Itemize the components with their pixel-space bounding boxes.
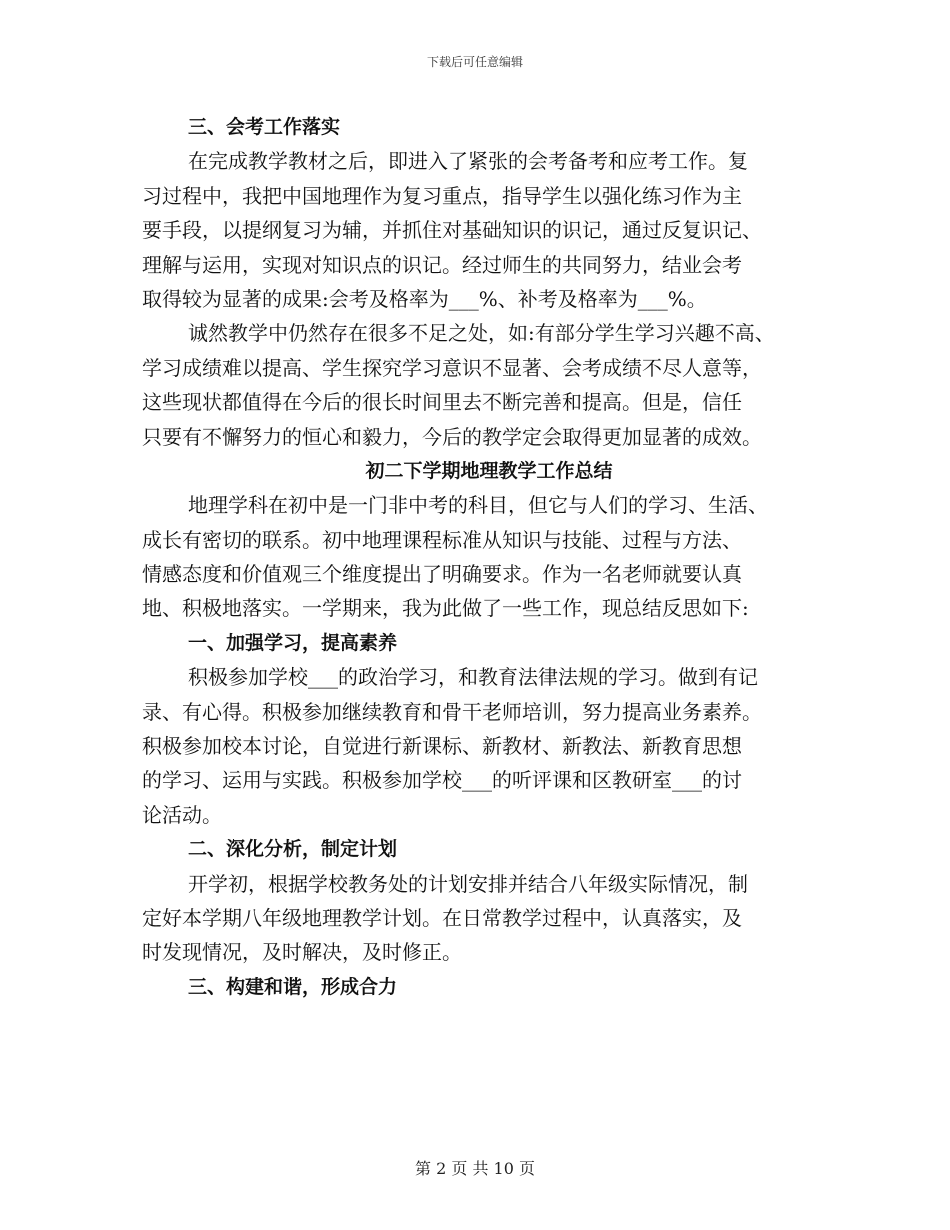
page-number: 第 2 页 共 10 页 — [415, 1159, 535, 1178]
paragraph-line: 积极参加校本讨论，自觉进行新课标、新教材、新教法、新教育思想 — [142, 734, 742, 759]
paragraph-line: 学习成绩难以提高、学生探究学习意识不显著、会考成绩不尽人意等， — [142, 355, 762, 380]
paragraph-line: 积极参加学校___的政治学习，和教育法律法规的学习。做到有记 — [188, 665, 758, 690]
paragraph-line: 录、有心得。积极参加继续教育和骨干老师培训，努力提高业务素养。 — [142, 699, 762, 724]
paragraph-line: 情感态度和价值观三个维度提出了明确要求。作为一名老师就要认真 — [142, 562, 742, 587]
paragraph-line: 理解与运用，实现对知识点的识记。经过师生的共同努力，结业会考 — [142, 252, 742, 277]
section-heading: 三、会考工作落实 — [188, 116, 341, 138]
paragraph-line: 习过程中，我把中国地理作为复习重点，指导学生以强化练习作为主 — [142, 183, 742, 208]
paragraph-line: 在完成教学教材之后，即进入了紧张的会考备考和应考工作。复 — [188, 149, 748, 174]
paragraph-line: 这些现状都值得在今后的很长时间里去不断完善和提高。但是，信任 — [142, 390, 742, 415]
paragraph-line: 定好本学期八年级地理教学计划。在日常教学过程中，认真落实，及 — [142, 905, 742, 930]
section-heading: 二、深化分析，制定计划 — [188, 838, 398, 861]
paragraph-line: 地、积极地落实。一学期来，我为此做了一些工作，现总结反思如下: — [142, 596, 749, 621]
paragraph-line: 只要有不懈努力的恒心和毅力，今后的教学定会取得更加显著的成效。 — [142, 424, 762, 449]
paragraph-line: 时发现情况，及时解决，及时修正。 — [142, 940, 462, 965]
paragraph-line: 开学初，根据学校教务处的计划安排并结合八年级实际情况，制 — [188, 871, 748, 896]
paragraph-line: 论活动。 — [142, 802, 222, 827]
paragraph-line: 的学习、运用与实践。积极参加学校___的听评课和区教研室___的讨 — [142, 768, 742, 793]
paragraph-line: 要手段，以提纲复习为辅，并抓住对基础知识的识记，通过反复识记、 — [142, 218, 762, 243]
paragraph-line: 诚然教学中仍然存在很多不足之处，如:有部分学生学习兴趣不高、 — [188, 321, 775, 346]
header-note: 下载后可任意编辑 — [426, 55, 523, 69]
section-heading: 三、构建和谐，形成合力 — [188, 975, 398, 998]
document-title: 初二下学期地理教学工作总结 — [365, 459, 613, 482]
document-body — [142, 110, 822, 1004]
paragraph-line: 地理学科在初中是一门非中考的科目，但它与人们的学习、生活、 — [188, 493, 768, 518]
paragraph-line: 取得较为显著的成果:会考及格率为___%、补考及格率为___%。 — [142, 286, 707, 311]
section-heading: 一、加强学习，提高素养 — [188, 631, 398, 654]
paragraph-line: 成长有密切的联系。初中地理课程标准从知识与技能、过程与方法、 — [142, 527, 742, 552]
